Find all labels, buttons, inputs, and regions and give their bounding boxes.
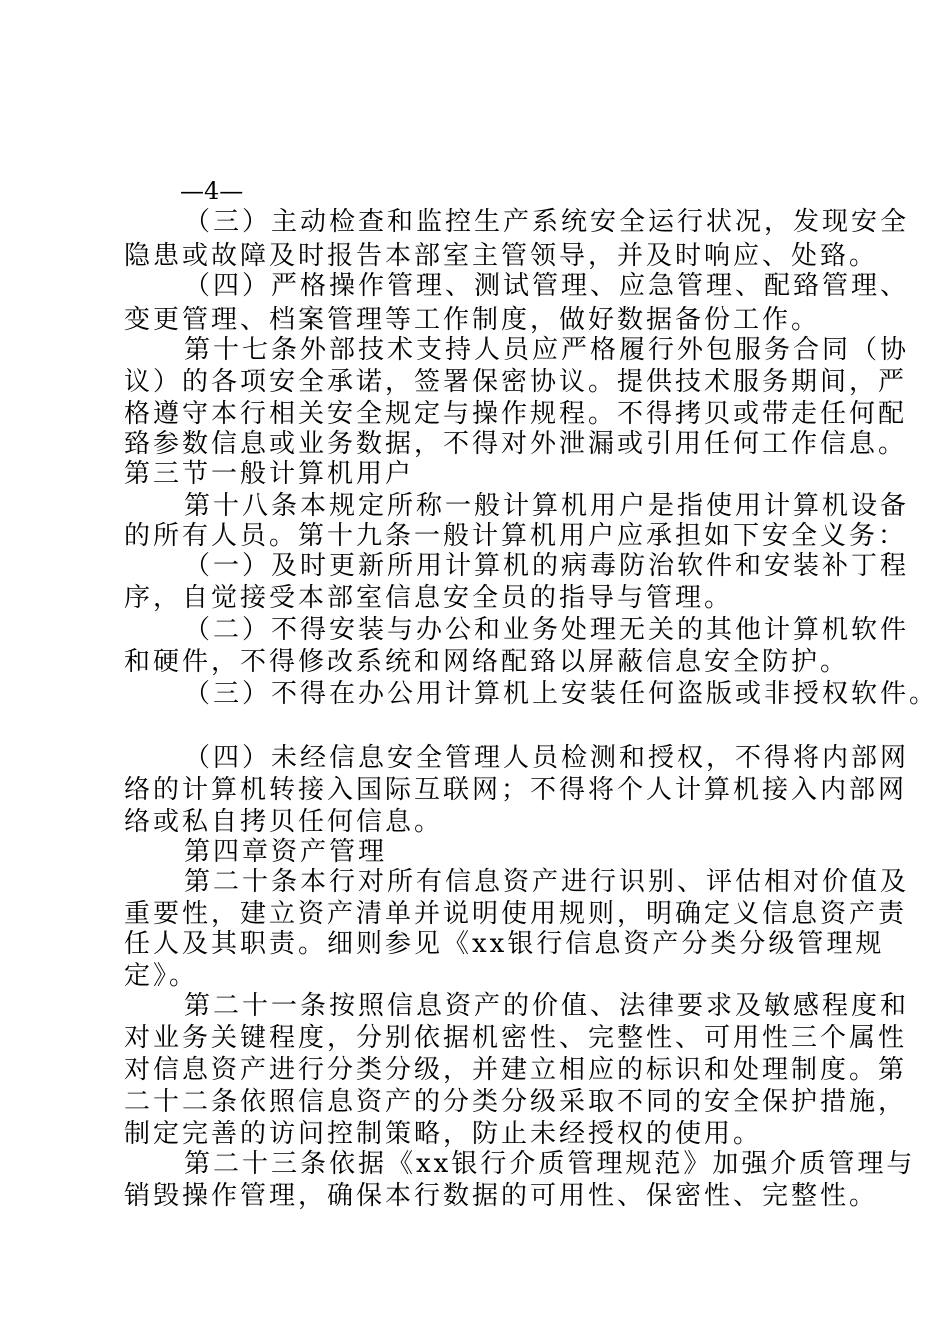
paragraph-line: 的所有人员。第十九条一般计算机用户应承担如下安全义务： [124, 521, 908, 551]
paragraph-line: 和硬件，不得修改系统和网络配臵以屏蔽信息安全防护。 [124, 647, 850, 677]
paragraph-line: 对信息资产进行分类分级，并建立相应的标识和处理制度。第 [124, 1055, 908, 1085]
paragraph-line: 议）的各项安全承诺，签署保密协议。提供技术服务期间，严 [124, 367, 908, 397]
paragraph-line: 定》。 [124, 961, 199, 991]
paragraph-line: （一）及时更新所用计算机的病毒防治软件和安装补丁程 [184, 551, 910, 581]
paragraph-line: （四）未经信息安全管理人员检测和授权，不得将内部网 [184, 743, 910, 773]
paragraph-line: 销毁操作管理，确保本行数据的可用性、保密性、完整性。 [124, 1181, 879, 1211]
paragraph-line: 制定完善的访问控制策略，防止未经授权的使用。 [124, 1119, 763, 1149]
paragraph-line: 重要性，建立资产清单并说明使用规则，明确定义信息资产责 [124, 899, 908, 929]
section-heading: 第三节一般计算机用户 [124, 459, 415, 489]
paragraph-line: 对业务关键程度，分别依据机密性、完整性、可用性三个属性 [124, 1023, 908, 1053]
chapter-heading: 第四章资产管理 [184, 837, 388, 867]
paragraph-line: （三）主动检查和监控生产系统安全运行状况，发现安全 [184, 207, 910, 237]
paragraph-line: 络的计算机转接入国际互联网；不得将个人计算机接入内部网 [124, 775, 908, 805]
paragraph-line: 第十八条本规定所称一般计算机用户是指使用计算机设备 [184, 491, 910, 521]
paragraph-line: 格遵守本行相关安全规定与操作规程。不得拷贝或带走任何配 [124, 399, 908, 429]
paragraph-line: 第十七条外部技术支持人员应严格履行外包服务合同（协 [184, 335, 910, 365]
paragraph-line: 二十二条依照信息资产的分类分级采取不同的安全保护措施， [124, 1087, 908, 1117]
paragraph-line: 变更管理、档案管理等工作制度，做好数据备份工作。 [124, 305, 821, 335]
paragraph-line: 第二十三条依据《xx银行介质管理规范》加强介质管理与 [184, 1149, 916, 1179]
paragraph-line: （四）严格操作管理、测试管理、应急管理、配臵管理、 [184, 271, 910, 301]
page-number: —4— [180, 177, 244, 205]
paragraph-line: 第二十一条按照信息资产的价值、法律要求及敏感程度和 [184, 991, 910, 1021]
paragraph-line: 任人及其职责。细则参见《xx银行信息资产分类分级管理规 [124, 929, 885, 959]
paragraph-line: 第二十条本行对所有信息资产进行识别、评估相对价值及 [184, 867, 910, 897]
paragraph-line: 序，自觉接受本部室信息安全员的指导与管理。 [124, 583, 734, 613]
paragraph-line: 络或私自拷贝任何信息。 [124, 807, 444, 837]
paragraph-line: 隐患或故障及时报告本部室主管领导，并及时响应、处臵。 [124, 241, 879, 271]
paragraph-line: （三）不得在办公用计算机上安装任何盗版或非授权软件。 [184, 679, 939, 709]
paragraph-line: （二）不得安装与办公和业务处理无关的其他计算机软件 [184, 615, 910, 645]
paragraph-line: 臵参数信息或业务数据，不得对外泄漏或引用任何工作信息。 [124, 429, 908, 459]
